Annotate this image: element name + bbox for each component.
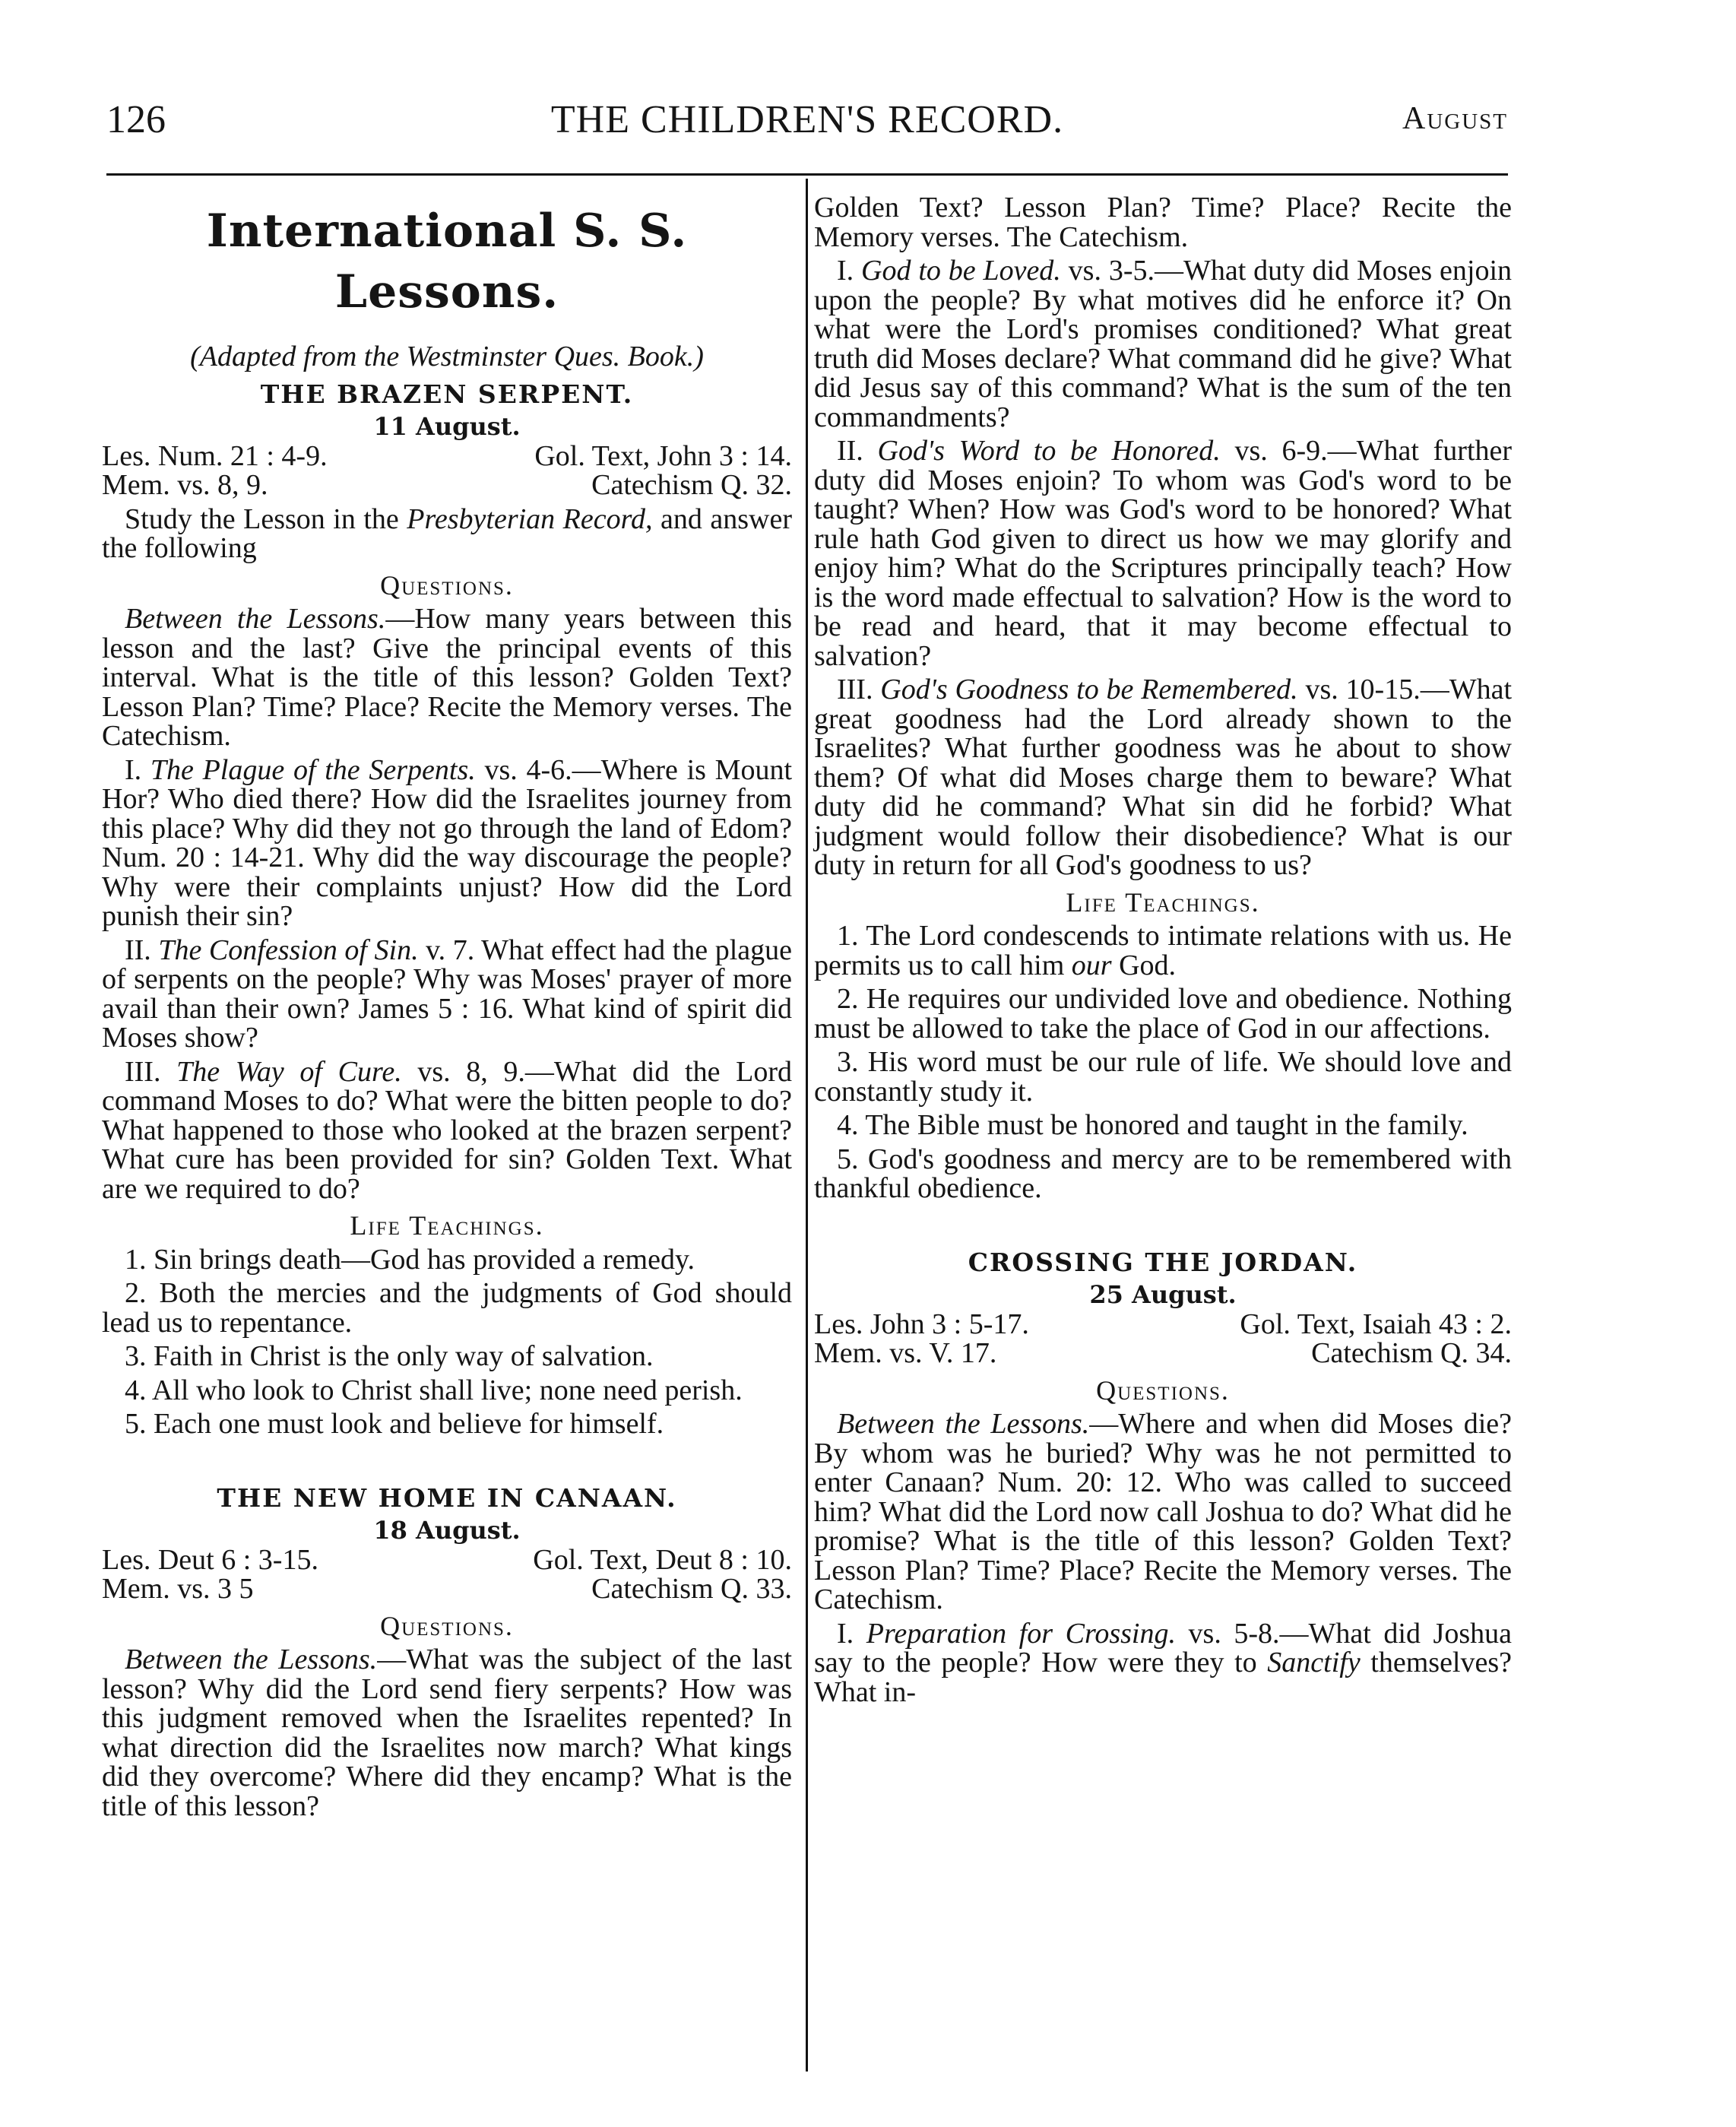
teaching-item: 2. Both the mercies and the judgments of God should lead us to repentance. — [102, 1277, 792, 1339]
catechism-ref: Catechism Q. 33. — [591, 1573, 792, 1605]
continued-paragraph: Golden Text? Lesson Plan? Time? Place? Recite the Memory verses. The Catechism. — [814, 192, 1512, 253]
lesson-references — [814, 1310, 1512, 1368]
lesson-date: 18 August. — [373, 1515, 521, 1545]
teaching-item: 1. The Lord condescends to intimate relations with us. He permits us to call him our God. — [814, 920, 1512, 981]
section-heading: International S. S. Lessons. — [206, 204, 688, 319]
lesson-date: 25 August. — [1089, 1279, 1237, 1309]
question-paragraph: II. God's Word to be Honored. vs. 6-9.—What further duty did Moses enjoin? To whom was God's word to be taught? When? How was God's word to be honored? What rule hath God given to direct us how we may glorify and enjoy him? What do the Scriptures principally teach? How is the word made effectual to salvation? How is the word to be read and heard, that it may become effectual to salvation? — [814, 435, 1513, 672]
catechism-ref: Catechism Q. 32. — [591, 469, 792, 501]
question-paragraph: Between the Lessons.—Where and when did Moses die? By whom was he buried? Why was he not permitted to enter Canaan? Num. 20: 12. Who was called to succeed him? What did the Lord now call Joshua to do? What did he promise? What is the title of this lesson? Golden Text? Lesson Plan? Time? Place? Recite the Memory verses. The Catechism. — [814, 1408, 1512, 1615]
running-title: THE CHILDREN'S RECORD. — [550, 98, 1064, 141]
teaching-item: 3. His word must be our rule of life. We should love and constantly study it. — [814, 1046, 1512, 1108]
teaching-item: 5. God's goodness and mercy are to be remembered with thankful obedience. — [814, 1143, 1512, 1204]
page-header — [106, 97, 1508, 151]
lesson-date: 11 August. — [373, 411, 521, 441]
golden-text-ref: Gol. Text, Deut 8 : 10. — [533, 1543, 792, 1576]
question-paragraph: I. The Plague of the Serpents. vs. 4-6.—Where is Mount Hor? Who died there? How did the Israelites journey from this place? Why did they not go through the land of Edom? Num. 20 : 14-21. Why did the way discourage the people? Why were their complaints unjust? How did the Lord punish their sin? — [102, 753, 792, 932]
memory-ref: Mem. vs. V. 17. — [814, 1337, 997, 1369]
question-paragraph: Between the Lessons.—What was the subject of the last lesson? Why did the Lord send fiery serpents? How was this judgment removed when the Israelites repented? In what direction did the Israelites now march? What kings did they overcome? Where did they encamp? What is the title of this lesson? — [102, 1644, 792, 1822]
question-paragraph: III. God's Goodness to be Remembered. vs. 10-15.—What great goodness had the Lord already shown to the Israelites? What further goodness was he about to show them? Of what did Moses charge them to beware? What duty did he command? What sin did he forbid? What judgment would follow their disobedience? What is our duty in return for all God's goodness to us? — [814, 674, 1512, 881]
memory-ref: Mem. vs. 3 5 — [102, 1573, 254, 1605]
golden-text-ref: Gol. Text, Isaiah 43 : 2. — [1240, 1308, 1512, 1340]
left-column — [102, 196, 792, 1821]
questions-heading: Questions. — [380, 1610, 514, 1641]
catechism-ref: Catechism Q. 34. — [1311, 1337, 1512, 1369]
teaching-item: 3. Faith in Christ is the only way of salvation. — [125, 1340, 654, 1372]
teaching-item: 2. He requires our undivided love and obedience. Nothing must be allowed to take the place of God in our affections. — [814, 983, 1512, 1044]
memory-ref: Mem. vs. 8, 9. — [102, 469, 268, 501]
questions-heading: Questions. — [380, 569, 514, 601]
lesson-references — [102, 1545, 792, 1604]
right-column — [814, 193, 1512, 1707]
column-divider — [806, 179, 808, 2072]
life-teachings-heading: Life Teachings. — [1066, 886, 1260, 918]
teaching-item: 4. All who look to Christ shall live; none need perish. — [125, 1374, 743, 1406]
lesson-ref: Les. Num. 21 : 4-9. — [102, 439, 328, 472]
study-instruction: Study the Lesson in the Presbyterian Record, and answer the following — [102, 502, 793, 564]
question-paragraph: I. Preparation for Crossing. vs. 5-8.—What did Joshua say to the people? How were they to Sanctify themselves? What in- — [814, 1617, 1513, 1708]
questions-heading: Questions. — [1096, 1374, 1230, 1406]
header-rule — [106, 173, 1508, 176]
life-teachings-heading: Life Teachings. — [350, 1210, 544, 1241]
question-paragraph: I. God to be Loved. vs. 3-5.—What duty did Moses enjoin upon the people? By what motives did he enforce it? On what were the Lord's promises conditioned? What great truth did Moses declare? What command did he give? What did Jesus say of this command? What is the sum of the ten commandments? — [814, 255, 1513, 433]
lesson-title: CROSSING THE JORDAN. — [968, 1247, 1358, 1277]
lesson-references — [102, 439, 792, 501]
lesson-title: THE NEW HOME IN CANAAN. — [217, 1482, 677, 1513]
question-paragraph: III. The Way of Cure. vs. 8, 9.—What did the Lord command Moses to do? What were the bitten people to do? What happened to those who looked at the brazen serpent? What cure has been provided for sin? Golden Text. What are we required to do? — [102, 1055, 792, 1205]
lesson-ref: Les. Deut 6 : 3-15. — [102, 1543, 318, 1576]
lesson-title: THE BRAZEN SERPENT. — [260, 379, 634, 409]
teaching-item: 4. The Bible must be honored and taught in the family. — [837, 1109, 1468, 1141]
adapted-note: (Adapted from the Westminster Ques. Book.) — [190, 341, 704, 372]
golden-text-ref: Gol. Text, John 3 : 14. — [534, 439, 792, 472]
teaching-item: 5. Each one must look and believe for himself. — [125, 1408, 664, 1440]
teaching-item: 1. Sin brings death—God has provided a remedy. — [125, 1243, 695, 1276]
page-number: 126 — [106, 98, 166, 141]
running-month: August — [1402, 101, 1508, 136]
question-paragraph: Between the Lessons.—How many years between this lesson and the last? Give the principal events of this interval. What is the title of this lesson? Golden Text? Lesson Plan? Time? Place? Recite the Memory verses. The Catechism. — [102, 603, 792, 752]
question-paragraph: II. The Confession of Sin. v. 7. What effect had the plague of serpents on the people? Why was Moses' prayer of more avail than their own? James 5 : 16. What kind of spirit did Moses show? — [102, 934, 792, 1054]
lesson-ref: Les. John 3 : 5-17. — [814, 1308, 1029, 1340]
